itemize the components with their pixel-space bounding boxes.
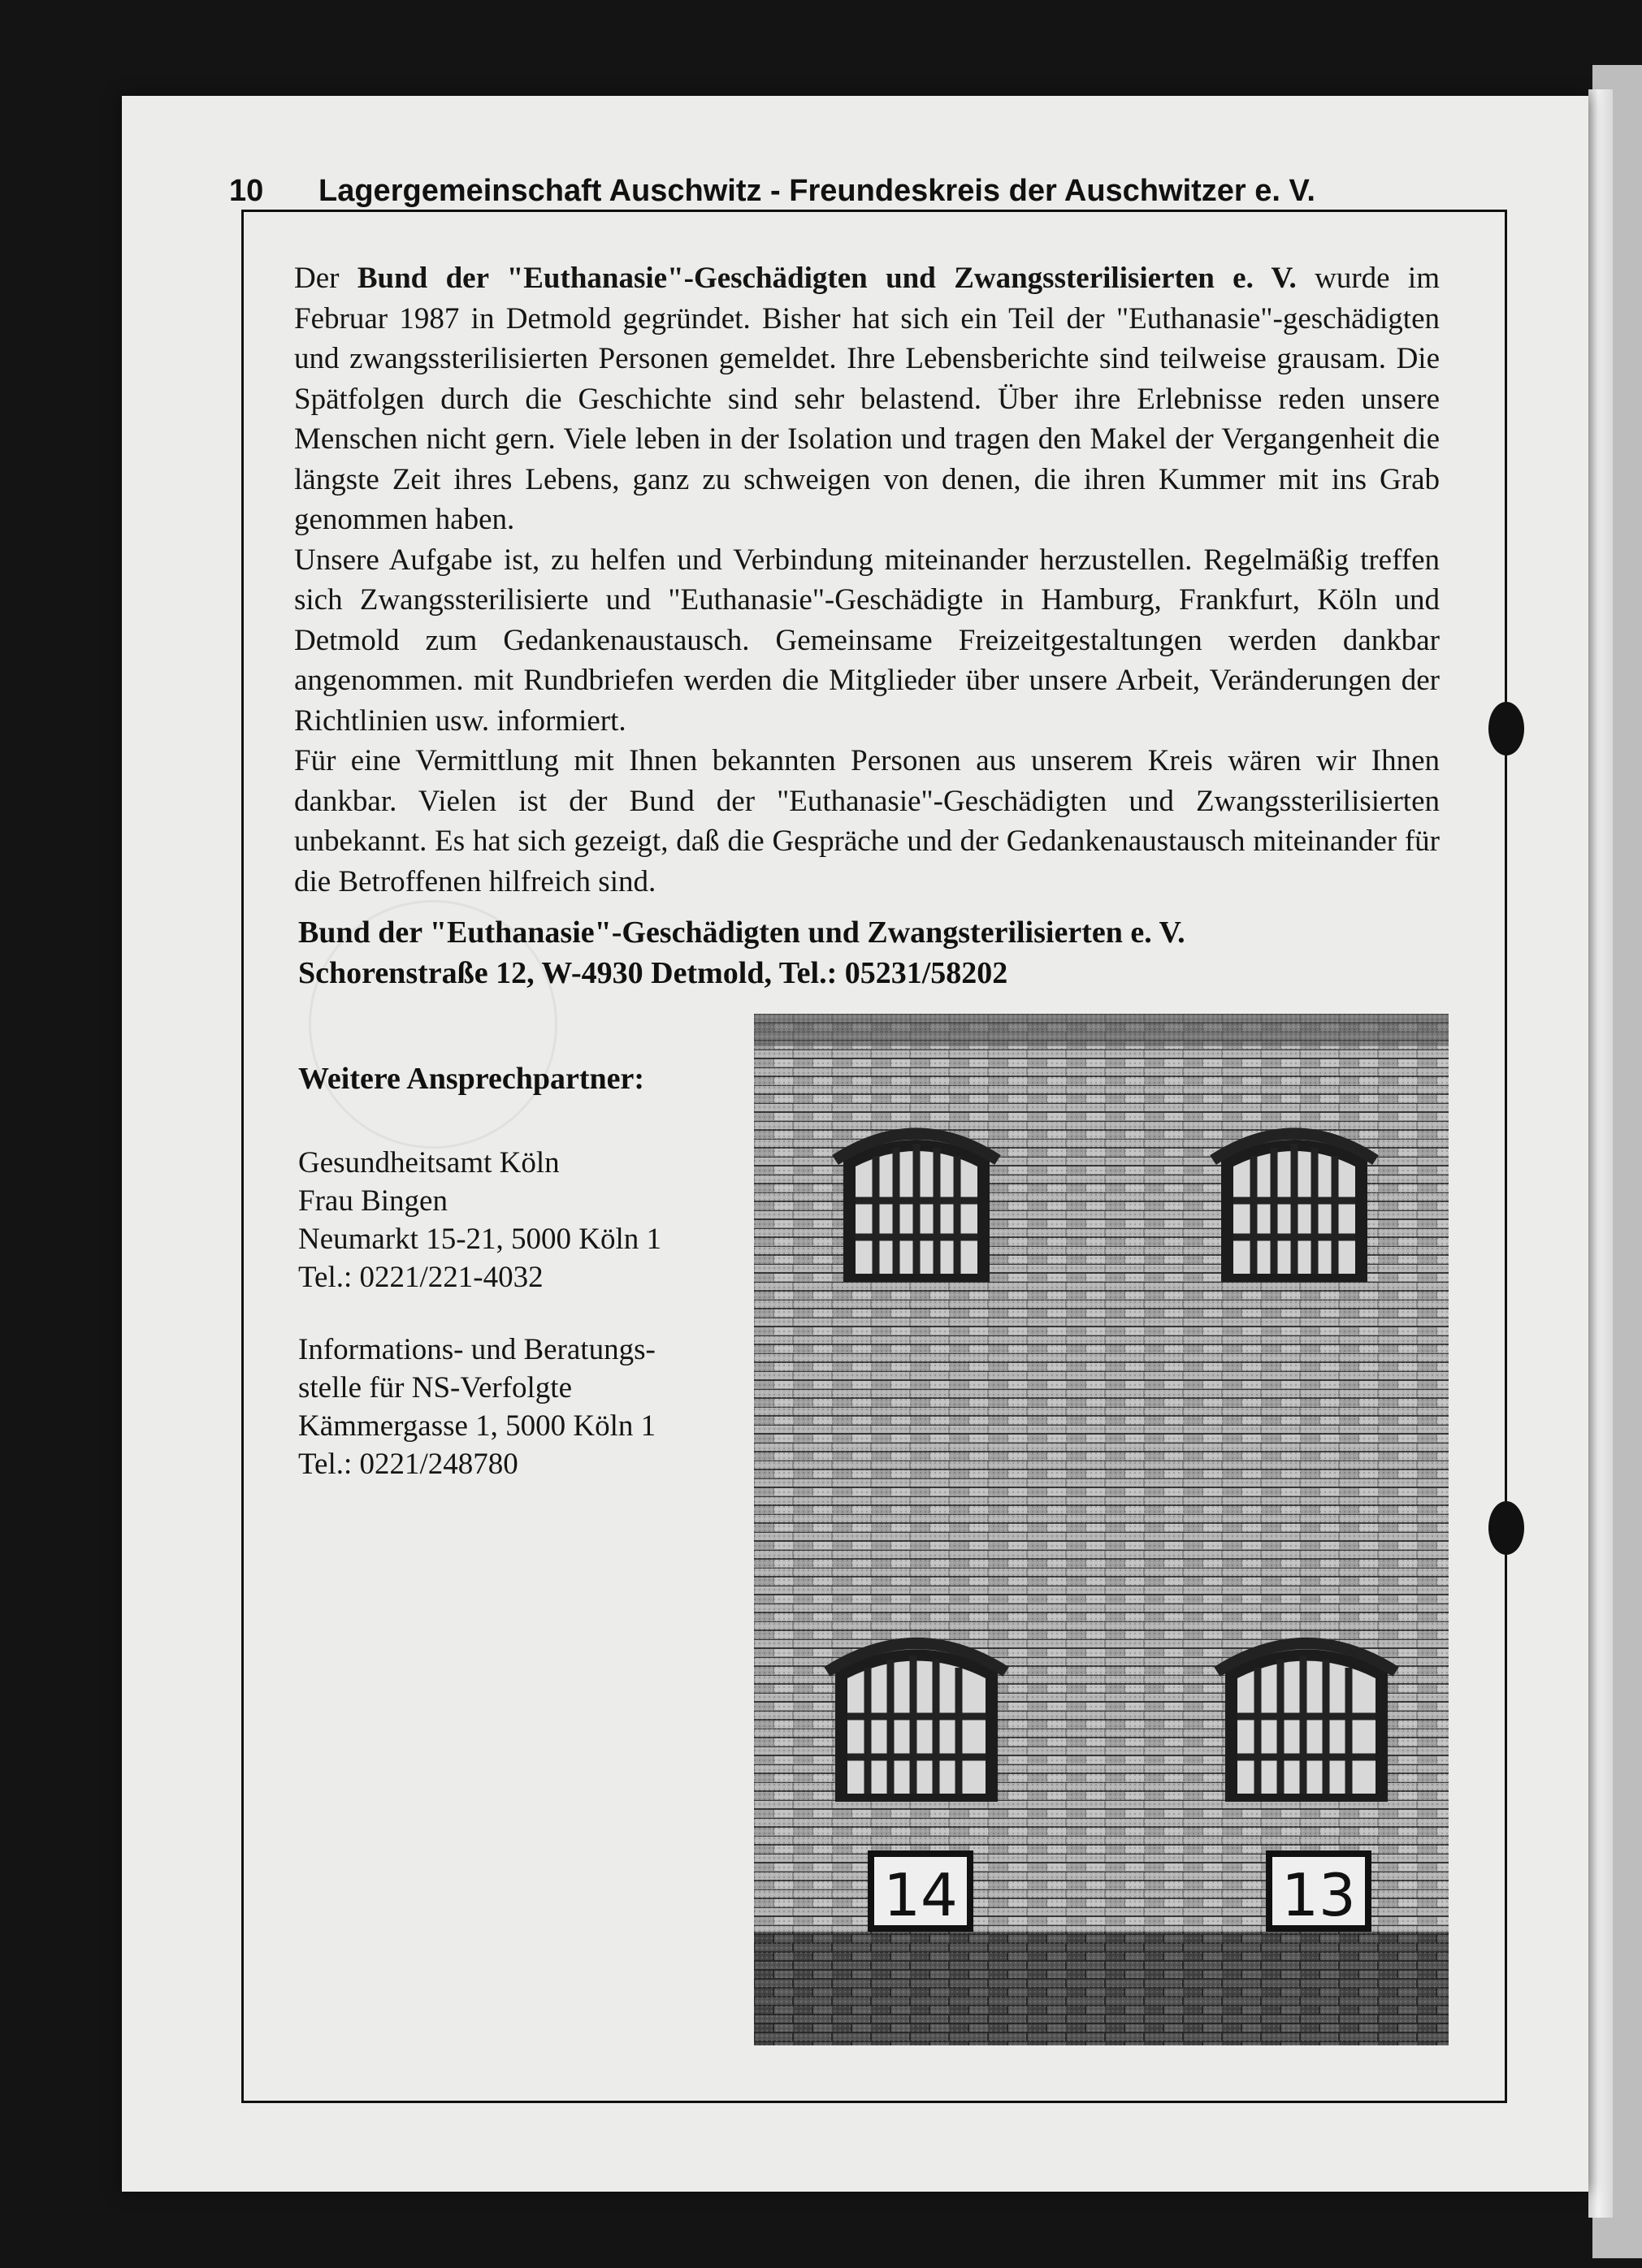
- intro-lead: Der: [294, 262, 357, 295]
- contact-line: Tel.: 0221/221-4032: [298, 1261, 544, 1294]
- window-top-right: [1213, 1134, 1376, 1283]
- paragraph-request: Für eine Vermittlung mit Ihnen bekannten Personen aus unserem Kreis wären wir Ihnen dankbar. Vielen ist der Bund der "Euthanasie"-Geschädigten und Zwangssterilisierten unbekannt. Es hat sich gezeigt, daß die Gespräche und der Gedankenaustausch miteinander für die Betroffenen hilfreich sind.: [294, 744, 1440, 898]
- window-bottom-right: [1217, 1643, 1396, 1802]
- brick-wall-photo: [754, 1014, 1449, 2045]
- paragraph-tasks: Unsere Aufgabe ist, zu helfen und Verbindung miteinander herzustellen. Regelmäßig treffen sich Zwangssterilisierte und "Euthanasie"-Geschädigte in Hamburg, Frankfurt, Köln und Detmold zum Gedankenaustausch. Gemeinsame Freizeitgestaltungen werden dankbar angenommen. mit Rundbriefen werden die Mitglieder über unsere Arbeit, Veränderungen der Richtlinien usw. informiert.: [294, 543, 1440, 738]
- contact-line: Informations- und Beratungs-: [298, 1333, 656, 1366]
- page-number: 10: [229, 173, 264, 208]
- contacts-heading: Weitere Ansprechpartner:: [298, 1062, 645, 1096]
- window-number-13: 13: [1281, 1861, 1356, 1929]
- intro-rest: wurde im Februar 1987 in Detmold gegründet. Bisher hat sich ein Teil der "Euthanasie"-geschädigten und zwangssterilisierten Personen gemeldet. Ihre Lebensberichte sind teilweise grausam. Die Spätfolgen durch die Geschichte sind sehr belastend. Über ihre Erlebnisse reden unsere Menschen nicht gern. Viele leben in der Isolation und tragen den Makel der Vergangenheit die längste Zeit ihres Lebens, ganz zu schweigen von denen, die ihren Kummer mit ins Grab genommen haben.: [294, 262, 1440, 536]
- paragraph-intro: [294, 258, 1440, 540]
- contact-line: Neumarkt 15-21, 5000 Köln 1: [298, 1223, 662, 1256]
- number-plate-left: [868, 1850, 973, 1932]
- contact-entry: [298, 1331, 721, 1483]
- contact-line: stelle für NS-Verfolgte: [298, 1371, 573, 1405]
- running-title: Lagergemeinschaft Auschwitz - Freundeskreis der Auschwitzer e. V.: [318, 173, 1315, 208]
- contact-line: Tel.: 0221/248780: [298, 1448, 518, 1481]
- number-plate-right: [1266, 1850, 1371, 1932]
- photo-graphic: [754, 1014, 1449, 2045]
- page-edge: [1588, 89, 1613, 2218]
- window-top-left: [835, 1134, 998, 1283]
- contact-line: Gesundheitsamt Köln: [298, 1146, 560, 1179]
- body-text: [294, 258, 1440, 902]
- contact-line: Kämmergasse 1, 5000 Köln 1: [298, 1409, 656, 1443]
- document-page: [122, 96, 1588, 2192]
- window-number-14: 14: [883, 1861, 958, 1929]
- intro-org-name: Bund der "Euthanasie"-Geschädigten und Zwangssterilisierten e. V.: [357, 262, 1297, 295]
- organization-street: Schorenstraße 12, W-4930 Detmold, Tel.: 05231/58202: [298, 956, 1008, 990]
- contact-entry: [298, 1144, 721, 1296]
- organization-address: [298, 912, 1354, 993]
- contact-line: Frau Bingen: [298, 1184, 448, 1218]
- window-bottom-left: [827, 1643, 1006, 1802]
- organization-name: Bund der "Euthanasie"-Geschädigten und Zwangsterilisierten e. V.: [298, 915, 1185, 950]
